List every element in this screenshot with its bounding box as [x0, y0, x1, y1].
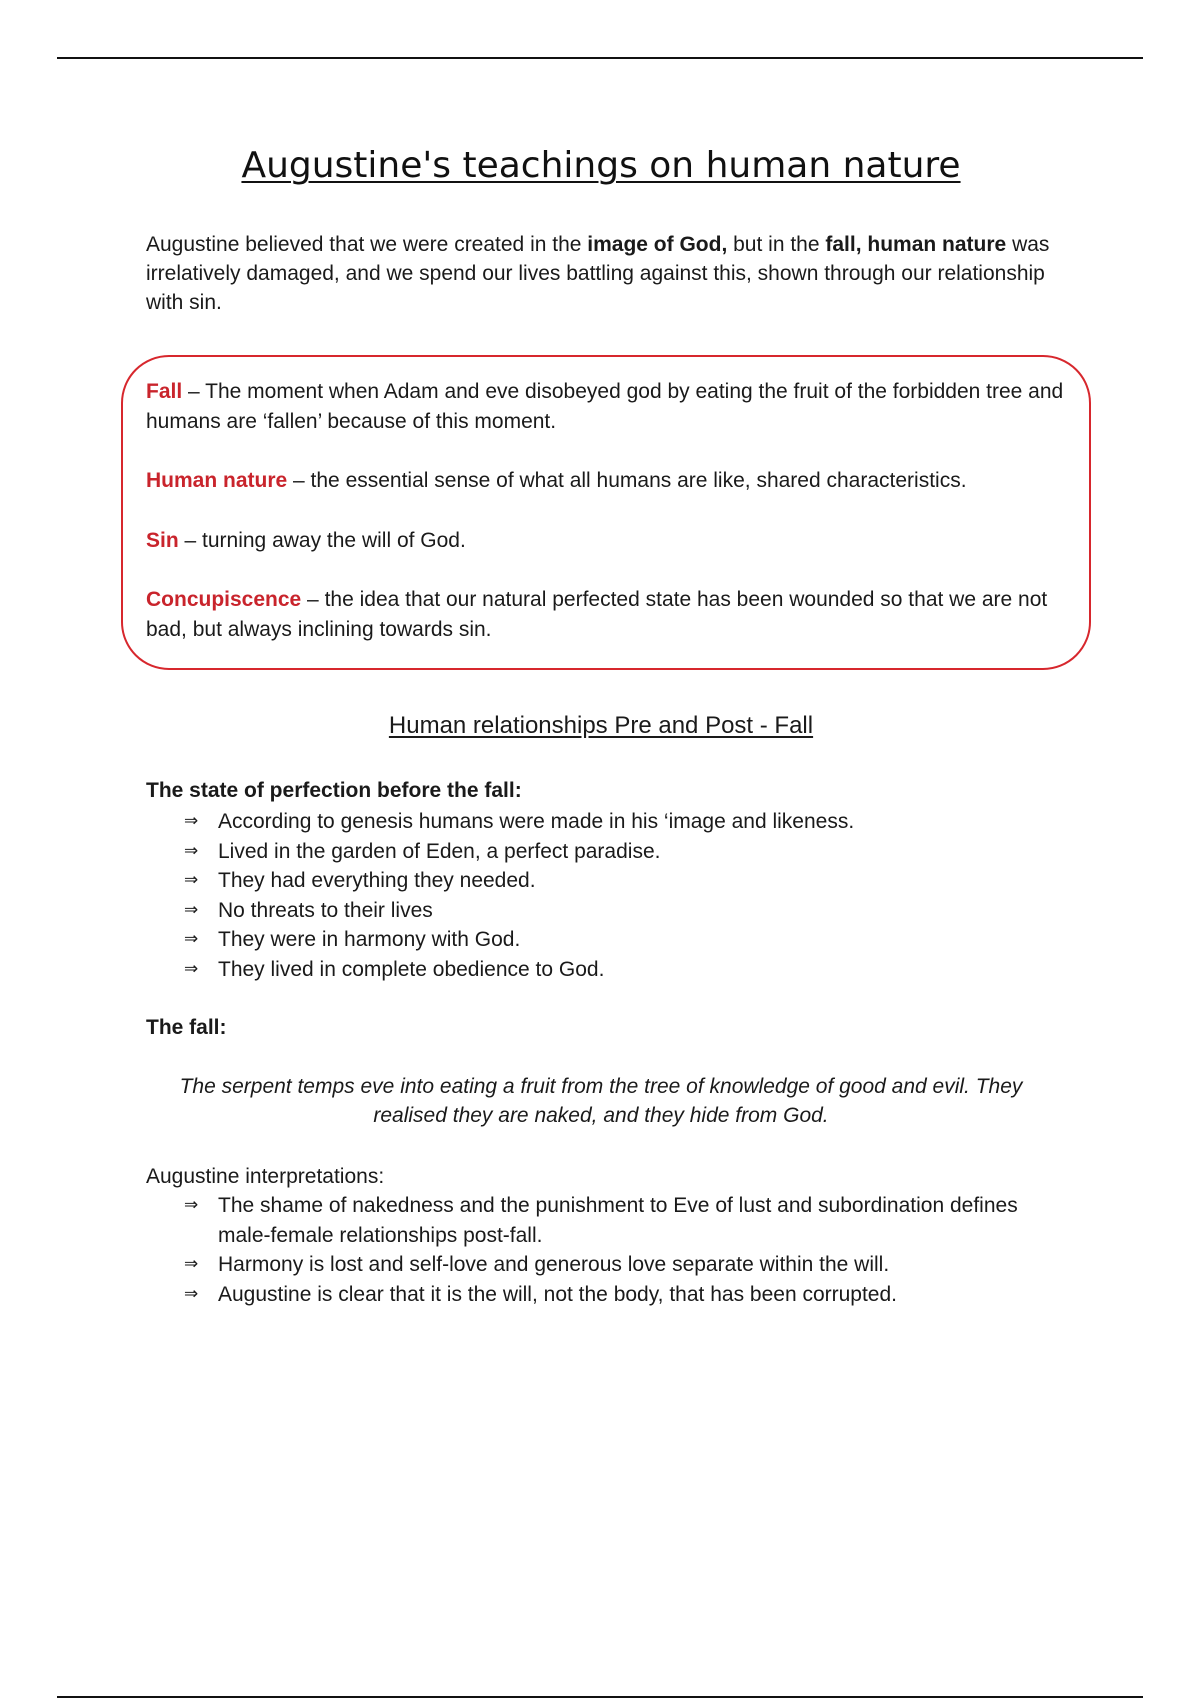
- definition-term: Fall: [146, 380, 183, 403]
- definition-text: – the idea that our natural perfected state has been wounded so that we are not bad, but always inclining towards sin.: [146, 588, 1048, 641]
- list-item: ⇒ They lived in complete obedience to God.: [184, 955, 1044, 985]
- list-item: ⇒ They had everything they needed.: [184, 866, 1044, 896]
- list-item: ⇒ Lived in the garden of Eden, a perfect paradise.: [184, 837, 1044, 867]
- definition-concupiscence: [146, 585, 1066, 645]
- perfection-list: [184, 807, 1044, 984]
- top-rule: [57, 57, 1143, 59]
- definition-term: Sin: [146, 529, 179, 552]
- intro-paragraph: [146, 230, 1066, 317]
- list-item: ⇒ The shame of nakedness and the punishment to Eve of lust and subordination defines male-female relationships post-fall.: [184, 1191, 1044, 1250]
- definition-text: – the essential sense of what all humans are like, shared characteristics.: [287, 469, 967, 492]
- list-item: ⇒ They were in harmony with God.: [184, 925, 1044, 955]
- bottom-rule: [57, 1696, 1143, 1698]
- list-item: ⇒ No threats to their lives: [184, 896, 1044, 926]
- definition-fall: [146, 377, 1066, 437]
- double-arrow-icon: ⇒: [184, 1283, 199, 1304]
- double-arrow-icon: ⇒: [184, 840, 199, 861]
- perfection-heading: The state of perfection before the fall:: [146, 779, 522, 802]
- list-item: ⇒ Harmony is lost and self-love and generous love separate within the will.: [184, 1250, 1044, 1280]
- fall-quote: The serpent temps eve into eating a fruit from the tree of knowledge of good and evil. They realised they are naked, and they hide from God.: [179, 1075, 1023, 1127]
- double-arrow-icon: ⇒: [184, 899, 199, 920]
- definition-text: – The moment when Adam and eve disobeyed god by eating the fruit of the forbidden tree and humans are ‘fallen’ because of this moment.: [146, 380, 1064, 433]
- double-arrow-icon: ⇒: [184, 811, 199, 831]
- definition-human-nature: [146, 466, 1066, 496]
- double-arrow-icon: ⇒: [184, 1254, 199, 1274]
- definition-term: Concupiscence: [146, 588, 302, 611]
- double-arrow-icon: ⇒: [184, 1195, 199, 1215]
- intro-text-1: Augustine believed that we were created in the: [146, 233, 588, 256]
- intro-bold-image-of-god: image of God,: [587, 233, 728, 256]
- definition-term: Human nature: [146, 469, 288, 492]
- intro-bold-fall-human-nature: fall, human nature: [825, 233, 1007, 256]
- definition-sin: [146, 526, 1066, 556]
- intro-text-2: but in the: [727, 233, 826, 256]
- list-item: ⇒ Augustine is clear that it is the will, not the body, that has been corrupted.: [184, 1280, 1044, 1310]
- fall-heading: The fall:: [146, 1016, 227, 1039]
- double-arrow-icon: ⇒: [184, 958, 199, 979]
- intro-text-3: was irrelatively damaged, and we spend our lives battling against this, shown through our relationship with sin.: [146, 233, 1050, 314]
- page-title: Augustine's teachings on human nature: [241, 145, 961, 186]
- double-arrow-icon: ⇒: [184, 929, 199, 949]
- interpretations-list: [184, 1191, 1044, 1309]
- definition-text: – turning away the will of God.: [178, 529, 466, 552]
- double-arrow-icon: ⇒: [184, 870, 199, 890]
- section-subheading: Human relationships Pre and Post - Fall: [388, 712, 814, 739]
- interpretations-heading: Augustine interpretations:: [146, 1165, 385, 1188]
- list-item: ⇒ According to genesis humans were made in his ‘image and likeness.: [184, 807, 1044, 837]
